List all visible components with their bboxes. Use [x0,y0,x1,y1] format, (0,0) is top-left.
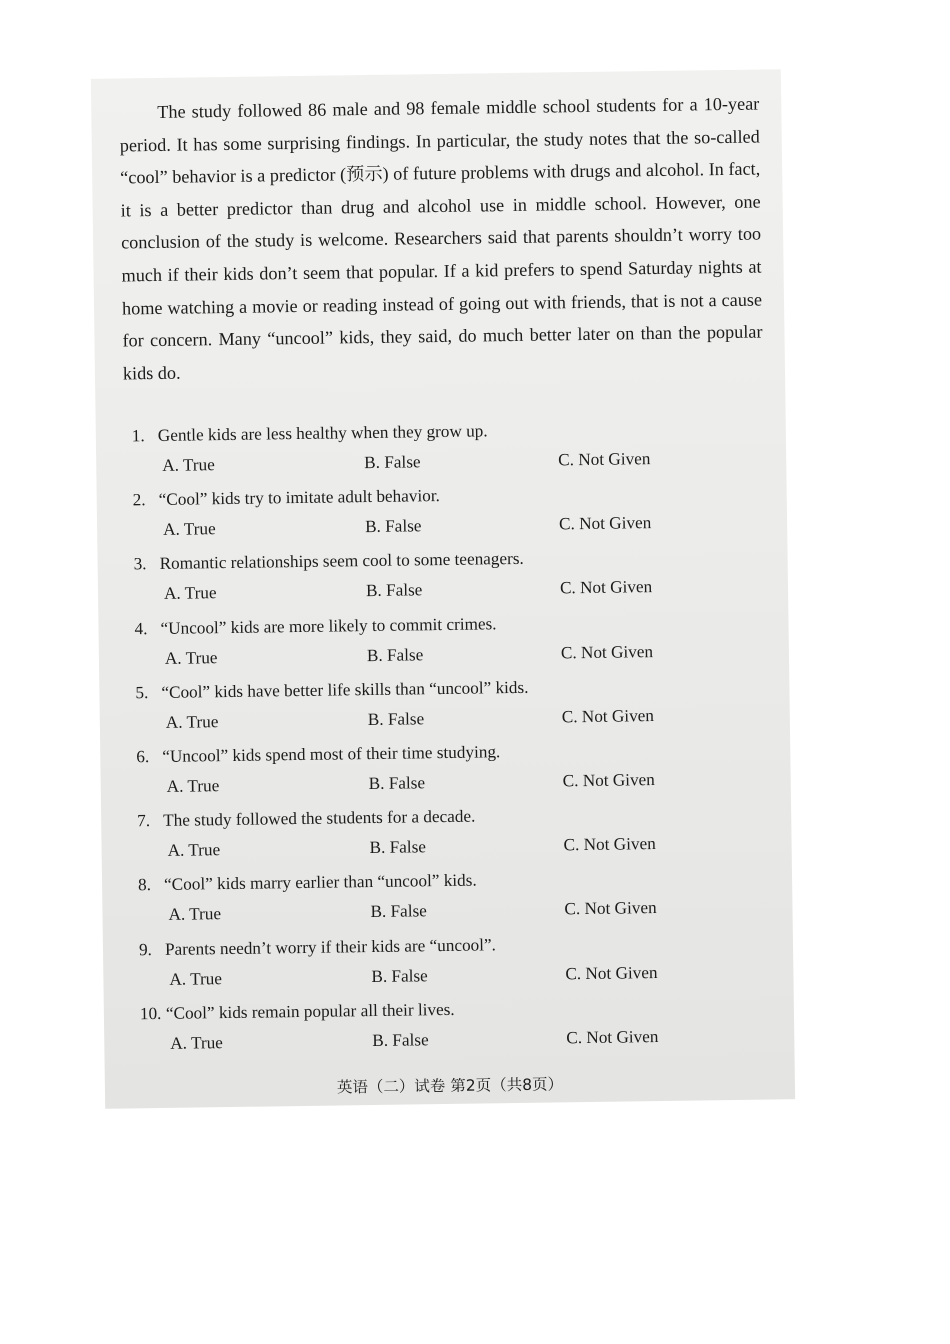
reading-passage: The study followed 86 male and 98 female middle school students for a 10-year period. It has some surprising findings. In particular, the study notes that the so-called “cool” behavior is a predictor (预示) of future problems with drugs and alcohol. In fact, it is a better predictor than drug and alcohol use in middle school. However, one conclusion of the study is welcome. Researchers said that parents shouldn’t worry too much if their kids don’t seem that popular. If a kid prefers to spend Saturday nights at home watching a movie or reading instead of going out with friends, that is not a cause for concern. Many “uncool” kids, they said, do much better later on than the popular kids do. [119,93,763,384]
option-a: A. True [164,647,218,668]
option-a: A. True [170,1032,223,1053]
question-text: Romantic relationships seem cool to some teenagers. [159,549,524,574]
question-item [139,931,770,1004]
question-text: “Uncool” kids are more likely to commit crimes. [160,613,497,638]
question-text: Gentle kids are less healthy when they grow up. [157,421,488,445]
option-b: B. False [370,901,427,922]
option-a: A. True [166,776,220,796]
question-text: Parents needn’t worry if their kids are “uncool”. [164,934,497,959]
option-c: C. Not Given [560,641,654,662]
option-b: B. False [365,580,423,601]
question-text: The study followed the students for a decade. [163,806,476,831]
question-stem [139,935,496,960]
option-b: B. False [364,452,421,473]
question-item [132,418,763,491]
option-b: B. False [367,709,425,729]
question-item [140,995,771,1068]
question-stem [137,807,475,832]
option-a: A. True [162,455,215,475]
option-b: B. False [364,516,422,537]
option-c: C. Not Given [562,769,655,791]
exam-page [91,69,795,1109]
question-number: 6. [136,747,150,767]
question-number: 4. [134,618,148,638]
question-text: “Uncool” kids spend most of their time studying. [162,742,501,766]
question-item [136,738,767,811]
question-list [132,418,771,1069]
option-a: A. True [163,583,217,604]
option-c: C. Not Given [558,449,651,470]
question-text: “Cool” kids have better life skills than “uncool” kids. [161,677,529,702]
option-c: C. Not Given [561,705,655,727]
option-a: A. True [169,968,223,989]
option-c: C. Not Given [565,962,658,983]
option-c: C. Not Given [563,834,656,855]
option-a: A. True [165,711,219,732]
question-stem [135,678,528,703]
question-number: 5. [135,682,149,703]
question-stem [133,549,523,574]
page-footer: 英语（二）试卷 第2页（共8页） [336,1075,564,1097]
question-number: 8. [137,875,152,895]
question-item [133,482,764,555]
option-b: B. False [372,1029,429,1050]
option-c: C. Not Given [564,898,657,919]
question-text: “Cool” kids try to imitate adult behavior. [158,486,440,510]
question-item [138,867,769,940]
question-stem [138,871,477,896]
question-number: 10. [139,1003,162,1023]
option-a: A. True [168,904,222,925]
option-b: B. False [369,837,427,858]
option-c: C. Not Given [566,1026,659,1048]
question-item [133,546,764,619]
question-item [134,610,765,683]
option-c: C. Not Given [559,577,653,598]
question-number: 1. [131,426,145,446]
option-b: B. False [366,644,424,665]
question-item [135,674,766,747]
question-text: “Cool” kids marry earlier than “uncool” kids. [163,870,477,895]
option-a: A. True [163,519,216,540]
question-stem [136,742,500,767]
option-c: C. Not Given [558,513,652,534]
question-number: 9. [138,939,153,959]
question-stem [134,614,496,639]
question-number: 7. [137,811,151,831]
question-number: 3. [133,554,147,574]
question-stem [140,1000,455,1024]
question-number: 2. [132,490,146,510]
option-a: A. True [167,840,221,860]
question-text: “Cool” kids remain popular all their lives. [165,999,455,1023]
option-b: B. False [371,965,428,986]
option-b: B. False [368,773,426,793]
question-stem [132,421,488,446]
question-item [137,803,768,876]
question-stem [133,486,440,510]
